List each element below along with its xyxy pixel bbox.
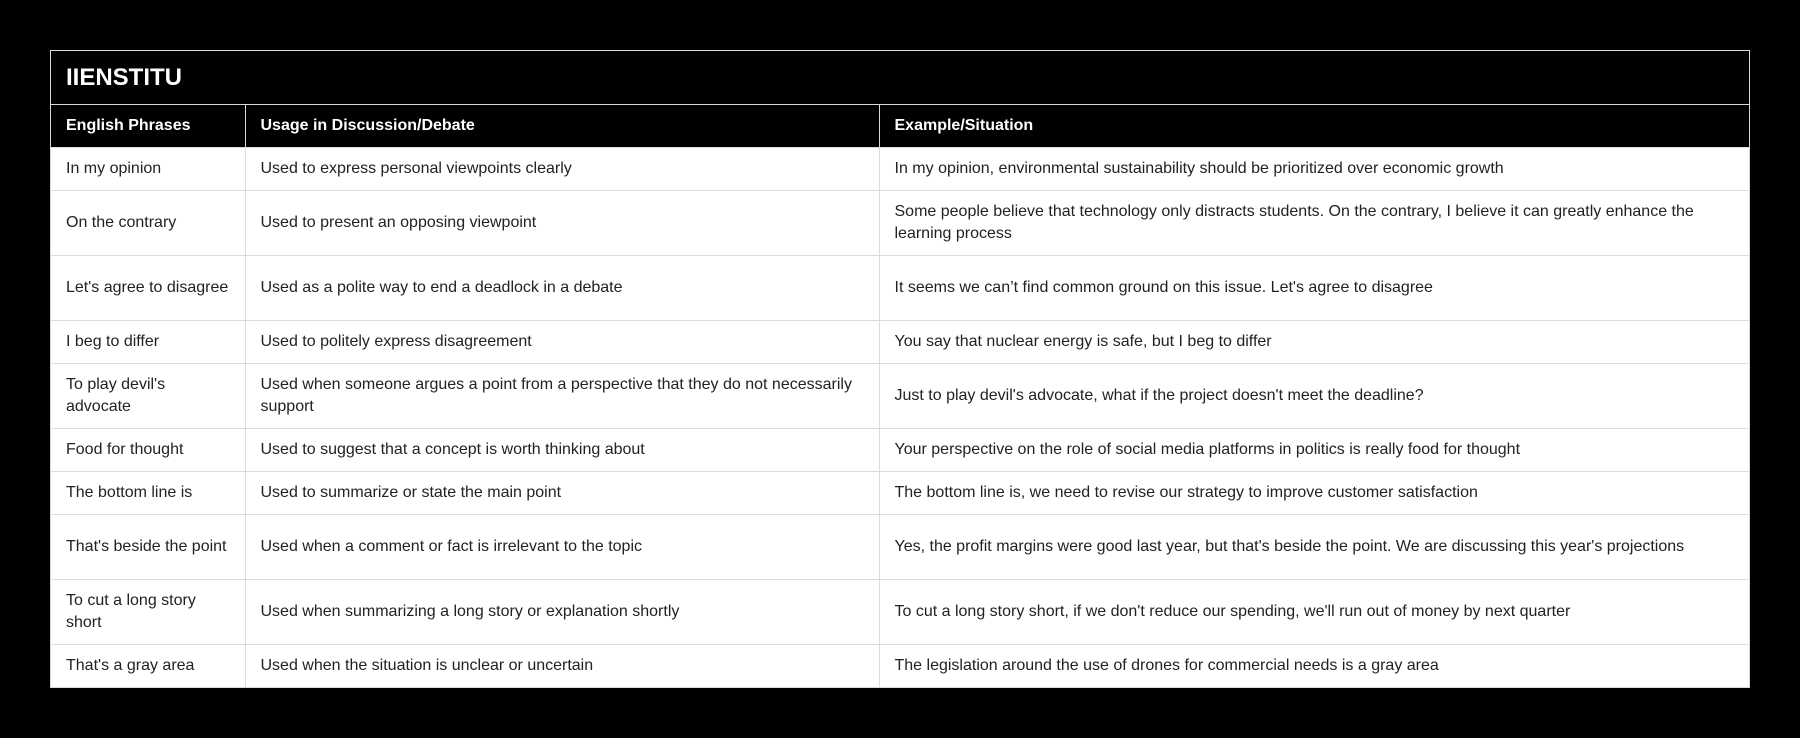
- phrases-table: [51, 51, 1749, 687]
- table-row: [51, 429, 1749, 472]
- table-row: [51, 580, 1749, 645]
- cell-example: The bottom line is, we need to revise our strategy to improve customer satisfaction: [879, 472, 1749, 515]
- cell-phrase: Let's agree to disagree: [51, 256, 245, 321]
- cell-usage: Used when the situation is unclear or uncertain: [245, 645, 879, 688]
- cell-example: You say that nuclear energy is safe, but I beg to differ: [879, 321, 1749, 364]
- cell-usage: Used to summarize or state the main point: [245, 472, 879, 515]
- cell-example: In my opinion, environmental sustainability should be prioritized over economic growth: [879, 148, 1749, 191]
- table-row: [51, 256, 1749, 321]
- cell-example: The legislation around the use of drones for commercial needs is a gray area: [879, 645, 1749, 688]
- table-body: [51, 148, 1749, 688]
- cell-usage: Used when someone argues a point from a perspective that they do not necessarily support: [245, 364, 879, 429]
- column-header-phrases: English Phrases: [51, 105, 245, 148]
- cell-phrase: To cut a long story short: [51, 580, 245, 645]
- cell-usage: Used as a polite way to end a deadlock in a debate: [245, 256, 879, 321]
- table-header-row: [51, 105, 1749, 148]
- table-row: [51, 645, 1749, 688]
- cell-usage: Used to politely express disagreement: [245, 321, 879, 364]
- cell-phrase: The bottom line is: [51, 472, 245, 515]
- cell-phrase: That's beside the point: [51, 515, 245, 580]
- column-header-usage: Usage in Discussion/Debate: [245, 105, 879, 148]
- cell-example: Your perspective on the role of social media platforms in politics is really food for thought: [879, 429, 1749, 472]
- table-row: [51, 364, 1749, 429]
- cell-phrase: On the contrary: [51, 191, 245, 256]
- column-header-example: Example/Situation: [879, 105, 1749, 148]
- cell-usage: Used to present an opposing viewpoint: [245, 191, 879, 256]
- cell-phrase: To play devil's advocate: [51, 364, 245, 429]
- phrases-table-container: [50, 50, 1750, 688]
- table-title-row: [51, 51, 1749, 105]
- cell-phrase: In my opinion: [51, 148, 245, 191]
- table-row: [51, 191, 1749, 256]
- table-row: [51, 515, 1749, 580]
- cell-example: Yes, the profit margins were good last year, but that's beside the point. We are discussing this year's projections: [879, 515, 1749, 580]
- cell-example: It seems we can’t find common ground on this issue. Let's agree to disagree: [879, 256, 1749, 321]
- table-title: IIENSTITU: [51, 51, 1749, 105]
- cell-phrase: Food for thought: [51, 429, 245, 472]
- cell-phrase: I beg to differ: [51, 321, 245, 364]
- cell-phrase: That's a gray area: [51, 645, 245, 688]
- cell-usage: Used to express personal viewpoints clearly: [245, 148, 879, 191]
- cell-example: Just to play devil's advocate, what if the project doesn't meet the deadline?: [879, 364, 1749, 429]
- table-row: [51, 321, 1749, 364]
- cell-example: To cut a long story short, if we don't reduce our spending, we'll run out of money by next quarter: [879, 580, 1749, 645]
- table-row: [51, 148, 1749, 191]
- cell-usage: Used to suggest that a concept is worth thinking about: [245, 429, 879, 472]
- table-row: [51, 472, 1749, 515]
- cell-usage: Used when a comment or fact is irrelevant to the topic: [245, 515, 879, 580]
- cell-usage: Used when summarizing a long story or explanation shortly: [245, 580, 879, 645]
- cell-example: Some people believe that technology only distracts students. On the contrary, I believe it can greatly enhance the learning process: [879, 191, 1749, 256]
